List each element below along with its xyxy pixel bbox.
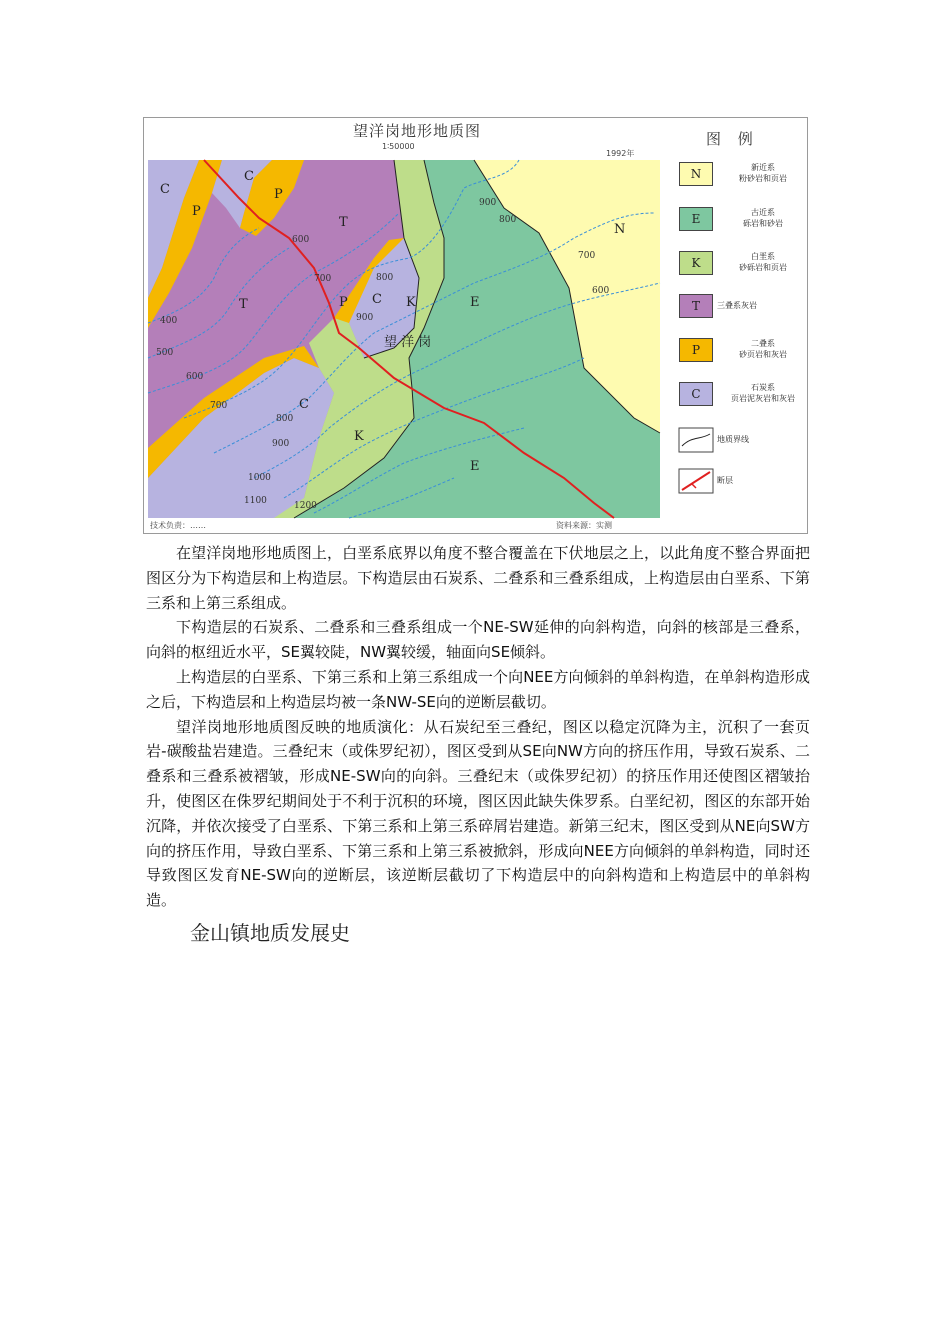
legend-desc-C: 页岩泥灰岩和灰岩 xyxy=(731,394,795,403)
legend-name-T: 三叠系灰岩 xyxy=(717,301,757,310)
legend-item-boundary xyxy=(679,428,809,454)
label-P-1: P xyxy=(192,204,201,219)
legend-name-P: 二叠系 xyxy=(751,339,775,348)
paragraph-4: 望洋岗地形地质图反映的地质演化：从石炭纪至三叠纪，图区以稳定沉降为主，沉积了一套页岩-碳酸盐岩建造。三叠纪末（或侏罗纪初），图区受到从SE向NW方向的挤压作用，导致石炭系、二叠系和三叠系被褶皱，形成NE-SW向的向斜。三叠纪末（或侏罗纪初）的挤压作用还使图区褶皱抬升，使图区在侏罗纪期间处于不利于沉积的环境，图区因此缺失侏罗系。白垩纪初，图区的东部开始沉降，并依次接受了白垩系、下第三系和上第三系碎屑岩建造。新第三纪末，图区受到从NE向SW方向的挤压作用，导致白垩系、下第三系和上第三系被掀斜，形成向NEE方向倾斜的单斜构造，同时还导致图区发育NE-SW向的逆断层，该逆断层截切了下构造层中的向斜构造和上构造层中的单斜构造。 xyxy=(146,717,810,910)
section-heading: 金山镇地质发展史 xyxy=(190,921,350,945)
label-E-2: E xyxy=(470,459,480,474)
label-N: N xyxy=(614,222,626,237)
legend-item-P xyxy=(679,338,809,364)
legend-desc-K: 砂砾岩和页岩 xyxy=(739,263,787,272)
map-scale: 1∶50000 xyxy=(382,142,415,151)
label-P-3: P xyxy=(339,295,348,310)
label-T-1: T xyxy=(339,215,348,230)
legend-swatch-P: P xyxy=(679,338,713,362)
label-C-1: C xyxy=(160,182,170,197)
contour-label-1100: 1100 xyxy=(244,496,267,506)
map-footer-right: 资料来源：实测 xyxy=(556,521,612,530)
label-E-1: E xyxy=(470,295,480,310)
label-C-2: C xyxy=(244,169,254,184)
contour-label-800-north: 800 xyxy=(499,215,517,225)
contour-label-600-west: 600 xyxy=(186,372,204,382)
contour-label-1000: 1000 xyxy=(248,473,271,483)
legend-item-fault xyxy=(679,469,809,495)
legend-item-E xyxy=(679,207,809,233)
contour-label-700-east: 700 xyxy=(578,251,596,261)
body-text xyxy=(146,541,810,913)
legend-item-K xyxy=(679,251,809,277)
contour-label-800-center: 800 xyxy=(376,273,394,283)
label-K-1: K xyxy=(406,295,416,310)
contour-label-900-south: 900 xyxy=(272,439,290,449)
legend-swatch-T: T xyxy=(679,294,713,318)
label-K-2: K xyxy=(354,429,364,444)
map-footer-left: 技术负责：…… xyxy=(150,521,206,530)
label-T-2: T xyxy=(239,297,248,312)
contour-label-900-center: 900 xyxy=(356,313,374,323)
legend-title: 图 例 xyxy=(706,130,759,148)
legend-desc-P: 砂页岩和灰岩 xyxy=(739,350,787,359)
legend-name-K: 白垩系 xyxy=(751,252,775,261)
contour-label-500: 500 xyxy=(156,348,174,358)
geologic-map-figure xyxy=(143,117,808,534)
contour-label-700-west: 700 xyxy=(210,401,228,411)
legend-desc-E: 砾岩和砂岩 xyxy=(743,219,783,228)
legend-item-C xyxy=(679,382,809,408)
legend-swatch-C: C xyxy=(679,382,713,406)
contour-label-900-north: 900 xyxy=(479,198,497,208)
paragraph-3: 上构造层的白垩系、下第三系和上第三系组成一个向NEE方向倾斜的单斜构造，在单斜构造形成之后，下构造层和上构造层均被一条NW-SE向的逆断层截切。 xyxy=(146,667,810,711)
label-C-4: C xyxy=(299,397,309,412)
map-title: 望洋岗地形地质图 xyxy=(352,122,481,140)
contour-label-600-east: 600 xyxy=(592,286,610,296)
legend-name-boundary: 地质界线 xyxy=(717,435,749,444)
legend-item-T xyxy=(679,294,809,320)
legend-name-C: 石炭系 xyxy=(751,383,775,392)
legend-name-fault: 断层 xyxy=(717,476,733,485)
legend-name-N: 新近系 xyxy=(751,163,775,172)
legend-desc-N: 粉砂岩和页岩 xyxy=(739,174,787,183)
paragraph-2: 下构造层的石炭系、二叠系和三叠系组成一个NE-SW延伸的向斜构造，向斜的核部是三叠系，向斜的枢纽近水平，SE翼较陡，NW翼较缓，轴面向SE倾斜。 xyxy=(146,618,810,662)
legend-item-N xyxy=(679,162,809,188)
contour-label-400: 400 xyxy=(160,316,178,326)
contour-label-700-center: 700 xyxy=(314,274,332,284)
contour-label-1200: 1200 xyxy=(294,501,317,511)
legend-swatch-E: E xyxy=(679,207,713,231)
contour-label-600-north: 600 xyxy=(292,235,310,245)
paragraph-1: 在望洋岗地形地质图上，白垩系底界以角度不整合覆盖在下伏地层之上，以此角度不整合界面把图区分为下构造层和上构造层。下构造层由石炭系、二叠系和三叠系组成，上构造层由白垩系、下第三系和上第三系组成。 xyxy=(146,544,810,612)
label-C-3: C xyxy=(372,292,382,307)
place-name-label: 望 洋 岗 xyxy=(384,335,432,350)
legend-name-E: 古近系 xyxy=(751,208,775,217)
legend-swatch-K: K xyxy=(679,251,713,275)
label-P-2: P xyxy=(274,187,283,202)
contour-label-800-south: 800 xyxy=(276,414,294,424)
legend-swatch-N: N xyxy=(679,162,713,186)
map-year: 1992年 xyxy=(606,149,635,158)
